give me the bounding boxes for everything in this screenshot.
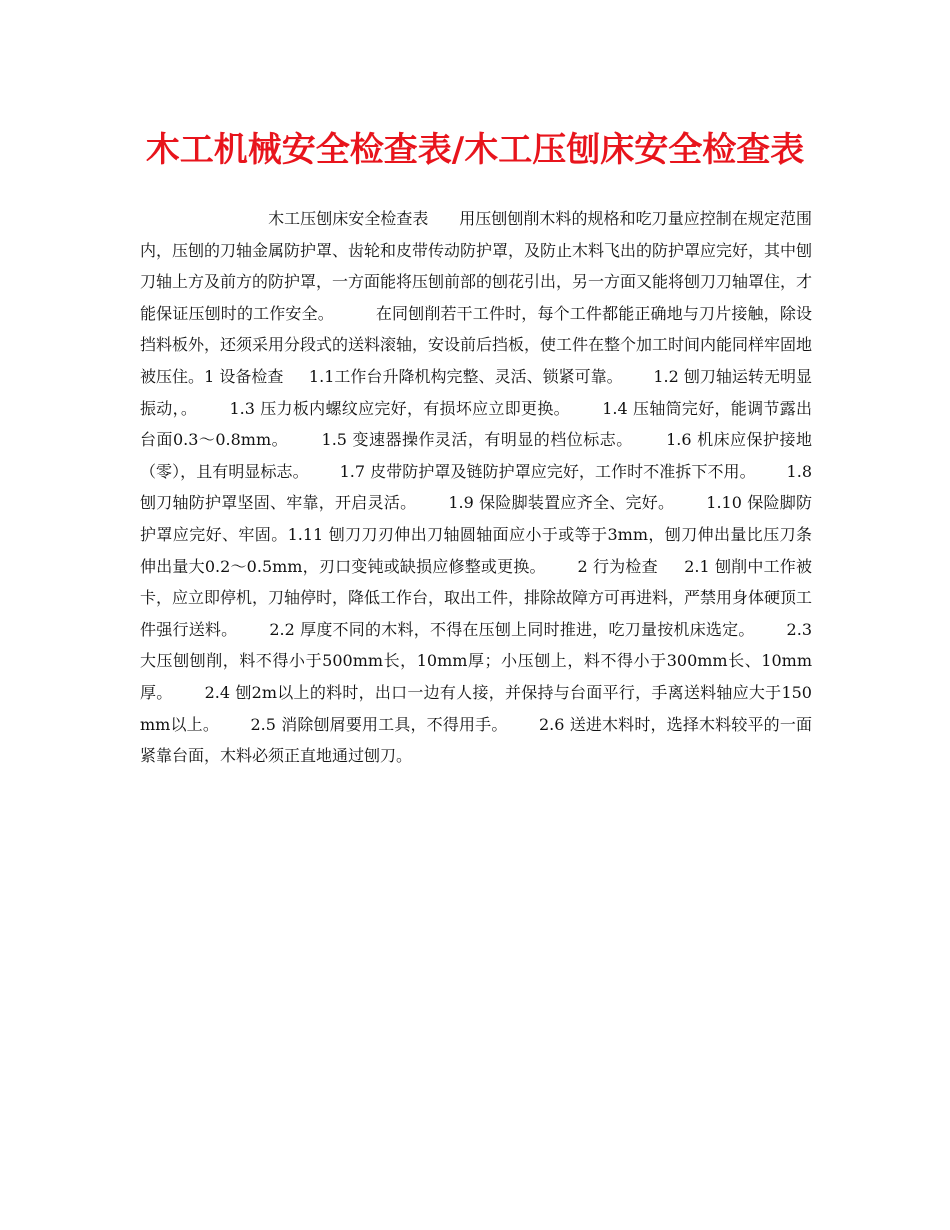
document-title: 木工机械安全检查表/木工压刨床安全检查表 (145, 130, 805, 170)
document-body-text: 木工压刨床安全检查表 用压刨刨削木料的规格和吃刀量应控制在规定范围内，压刨的刀轴金属防护罩、齿轮和皮带传动防护罩，及防止木料飞出的防护罩应完好，其中刨刀轴上方及前方的防护罩，一方面能将压刨前部的刨花引出，另一方面又能将刨刀刀轴罩住，才能保证压刨时的工作安全。 在同刨削若干工件时，每个工件都能正确地与刀片接触，除设挡料板外，还须采用分段式的送料滚轴，安设前后挡板，使工件在整个加工时间内能同样牢固地被压住。1 设备检查 1.1工作台升降机构完整、灵活、锁紧可靠。 1.2 刨刀轴运转无明显振动，。 1.3 压力板内螺纹应完好，有损坏应立即更换。 1.4 压轴筒完好，能调节露出台面0.3～0.8mm。 1.5 变速器操作灵活，有明显的档位标志。 1.6 机床应保护接地（零），且有明显标志。 1.7 皮带防护罩及链防护罩应完好，工作时不准拆下不用。 1.8 刨刀轴防护罩坚固、牢靠，开启灵活。 1.9 保险脚装置应齐全、完好。 1.10 保险脚防护罩应完好、牢固。1.11 刨刀刀刃伸出刀轴圆轴面应小于或等于3mm，刨刀伸出量比压刀条伸出量大0.2～0.5mm，刃口变钝或缺损应修整或更换。 2 行为检查 2.1 刨削中工作被卡，应立即停机，刀轴停时，降低工作台，取出工件，排除故障方可再进料，严禁用身体硬顶工件强行送料。 2.2 厚度不同的木料，不得在压刨上同时推进，吃刀量按机床选定。 2.3 大压刨刨削，料不得小于500mm长，10mm厚；小压刨上，料不得小于300mm长、10mm厚。 2.4 刨2m以上的料时，出口一边有人接，并保持与台面平行，手离送料轴应大于150mm以上。 2.5 消除刨屑要用工具，不得用手。 2.6 送进木料时，选择木料较平的一面紧靠台面，木料必须正直地通过刨刀。 (140, 209, 818, 766)
